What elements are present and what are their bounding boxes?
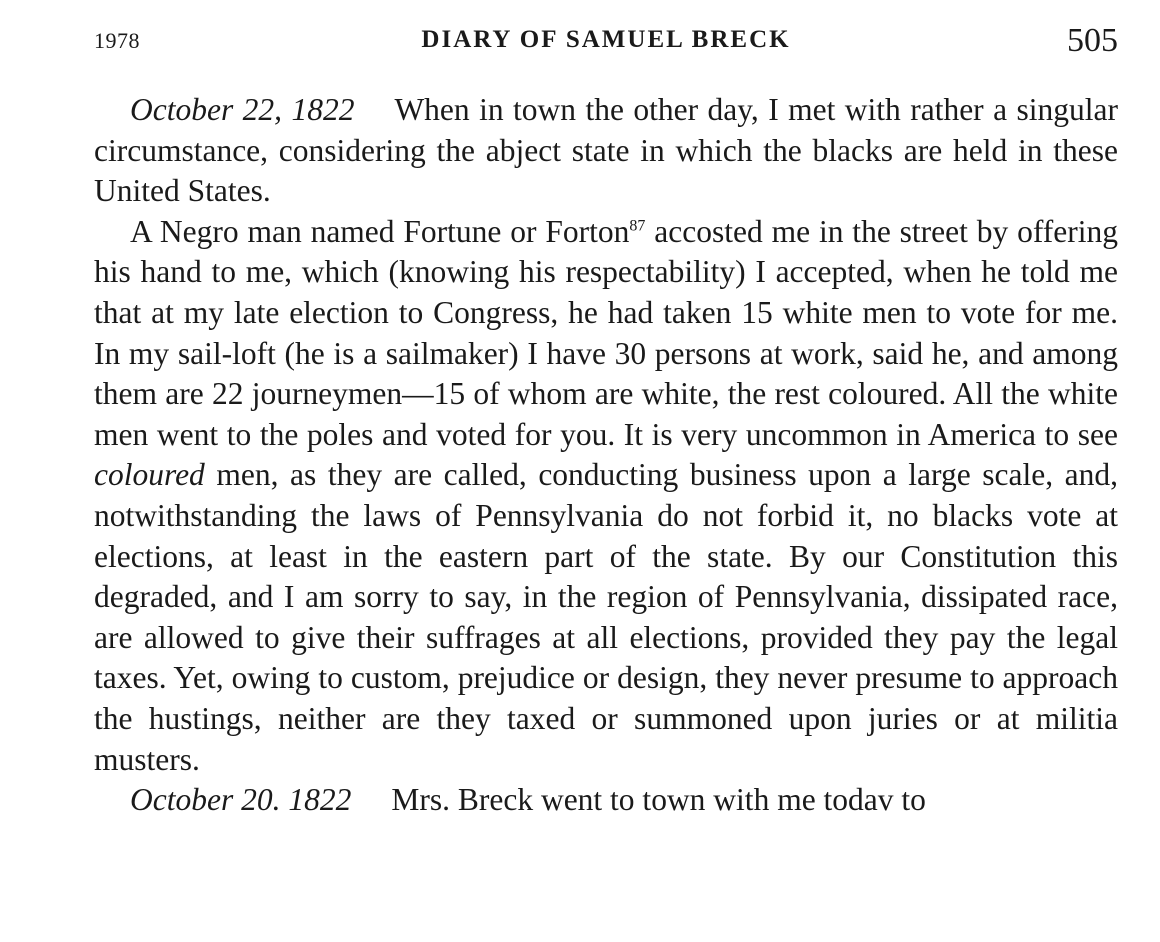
footnote-reference: 87 (629, 217, 646, 235)
entry-paragraph (94, 90, 1118, 212)
entry-text: A Negro man named Fortune or Forton (130, 213, 630, 249)
document-page (94, 22, 1118, 821)
entry-text: men, as they are called, conducting business upon a large scale, and, notwithstanding the laws of Pennsylvania do not forbid it, no blacks vote at elections, at least in the eastern part of the state. By our Constitution this degraded, and I am sorry to say, in the region of Pennsylvania, dissipated race, are allowed to give their suffrages at all elections, provided they pay the legal taxes. Yet, owing to custom, prejudice or design, they never presume to approach the hustings, neither are they taxed or summoned upon juries or at militia musters. (94, 457, 1118, 777)
entry-text: When in town the other day, I met with rather a singular circumstance, considering the abject state in which the blacks are held in these United States. (94, 92, 1118, 209)
italic-word: coloured (94, 457, 205, 493)
running-header (94, 22, 1118, 72)
entry-paragraph (94, 212, 1118, 780)
entry-text: accosted me in the street by offering his hand to me, which (knowing his respectability) I accepted, when he told me that at my late election to Congress, he had taken 15 white men to vote for me. In my sail-loft (he is a sailmaker) I have 30 persons at work, said he, and among them are 22 journeymen—15 of whom are white, the rest coloured. All the white men went to the poles and voted for you. It is very uncommon in America to see (94, 213, 1119, 452)
entry-text: Mrs. Breck went to town with me todav to (391, 782, 926, 818)
entry-date: October 22, 1822 (130, 92, 355, 127)
diary-body (94, 90, 1118, 821)
header-year: 1978 (94, 28, 140, 53)
header-title: DIARY OF SAMUEL BRECK (421, 26, 791, 53)
entry-paragraph (94, 780, 1118, 821)
page-number: 505 (1067, 22, 1118, 59)
entry-date: October 20. 1822 (130, 782, 352, 818)
